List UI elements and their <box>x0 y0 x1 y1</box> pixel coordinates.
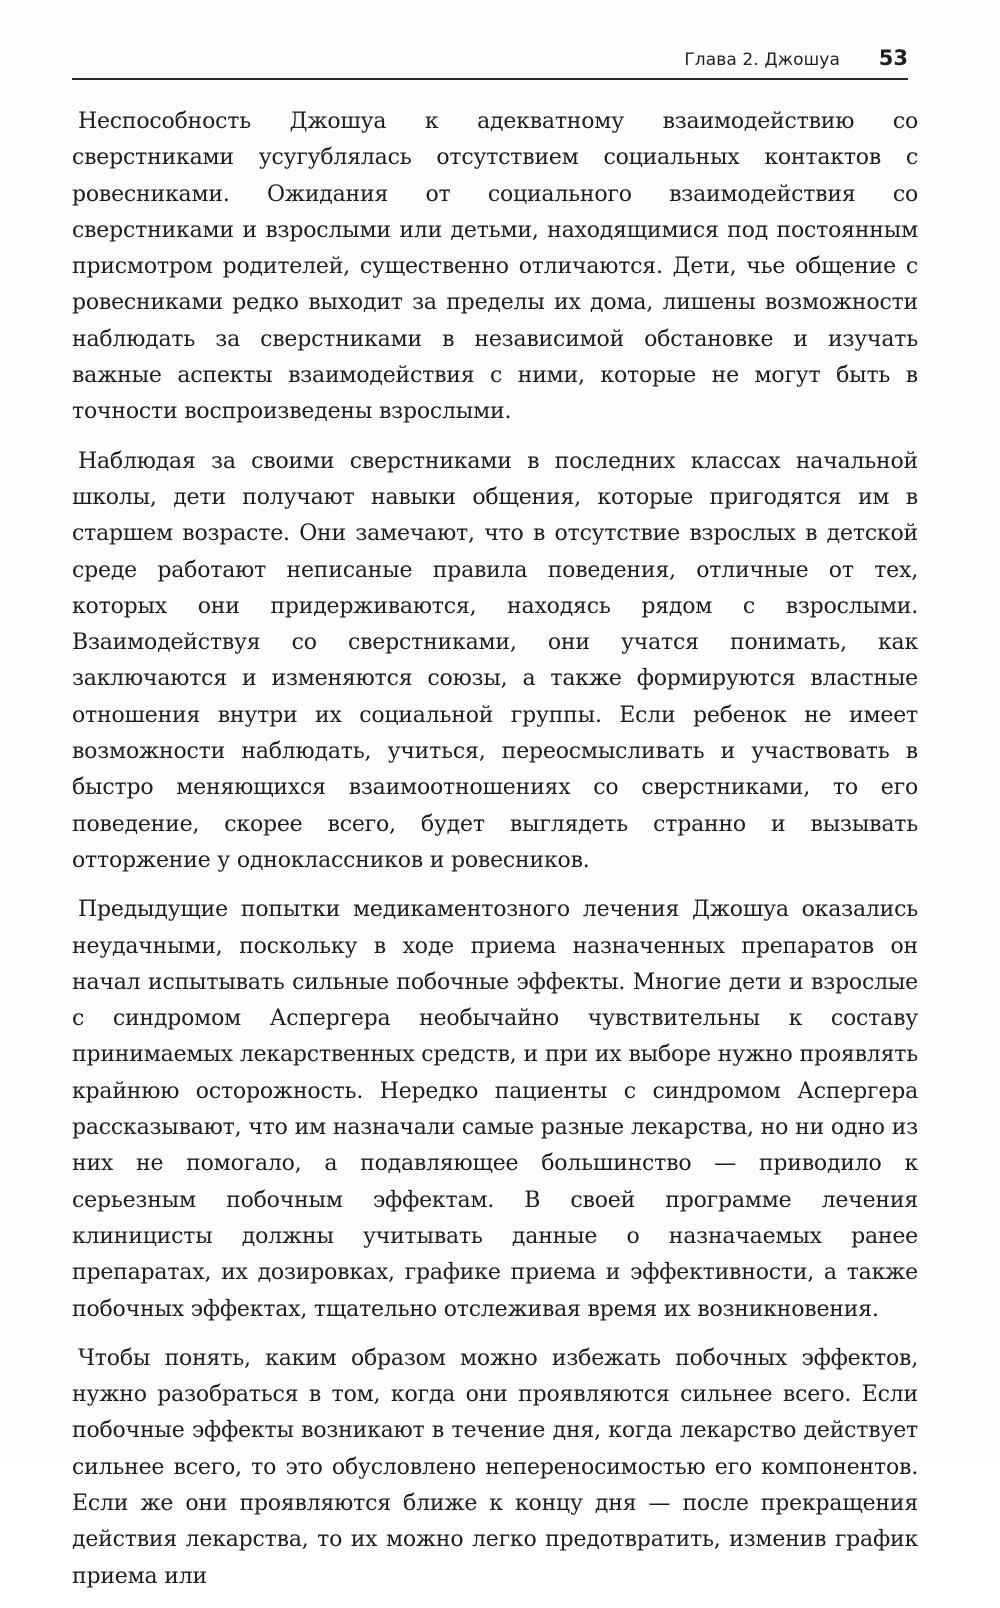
paragraph-1: Неспособность Джошуа к адекватному взаимодействию со сверстниками усугублялась отсутствием социальных контактов с ровесниками. Ожидания от социального взаимодействия со сверстниками и взрослыми или детьми, находящимися под постоянным присмотром родителей, существенно отличаются. Дети, чье общение с ровесниками редко выходит за пределы их дома, лишены возможности наблюдать за сверстниками в независимой обстановке и изучать важные аспекты взаимодействия с ними, которые не могут быть в точности воспроизведены взрослыми. <box>72 109 918 425</box>
paragraph-4: Чтобы понять, каким образом можно избежать побочных эффектов, нужно разобраться в том, когда они проявляются сильнее всего. Если побочные эффекты возникают в течение дня, когда лекарство действует сильнее всего, то это обусловлено непереносимостью его компонентов. Если же они проявляются ближе к концу дня — после прекращения действия лекарства, то их можно легко предотвратить, изменив график приема или <box>72 1345 918 1589</box>
page-number: 53 <box>878 46 908 70</box>
body-text <box>72 104 918 1608</box>
paragraph-2: Наблюдая за своими сверстниками в последних классах начальной школы, дети получают навыки общения, которые пригодятся им в старшем возрасте. Они замечают, что в отсутствие взрослых в детской среде работают неписаные правила поведения, отличные от тех, которых они придерживаются, находясь рядом с взрослыми. Взаимодействуя со сверстниками, они учатся понимать, как заключаются и изменяются союзы, а также формируются властные отношения внутри их социальной группы. Если ребенок не имеет возможности наблюдать, учиться, переосмысливать и участвовать в быстро меняющихся взаимоотношениях со сверстниками, то его поведение, скорее всего, будет выглядеть странно и вызывать отторжение у одноклассников и ровесников. <box>72 448 918 873</box>
running-header <box>72 44 908 80</box>
chapter-title: Глава 2. Джошуа <box>684 50 840 70</box>
paragraph-3: Предыдущие попытки медикаментозного лечения Джошуа оказались неудачными, поскольку в ходе приема назначенных препаратов он начал испытывать сильные побочные эффекты. Многие дети и взрослые с синдромом Аспергера необычайно чувствительны к составу принимаемых лекарственных средств, и при их выборе нужно проявлять крайнюю осторожность. Нередко пациенты с синдромом Аспергера рассказывают, что им назначали самые разные лекарства, но ни одно из них не помогало, а подавляющее большинство — приводило к серьезным побочным эффектам. В своей программе лечения клиницисты должны учитывать данные о назначаемых ранее препаратах, их дозировках, графике приема и эффективности, а также побочных эффектах, тщательно отслеживая время их возникновения. <box>72 897 918 1322</box>
